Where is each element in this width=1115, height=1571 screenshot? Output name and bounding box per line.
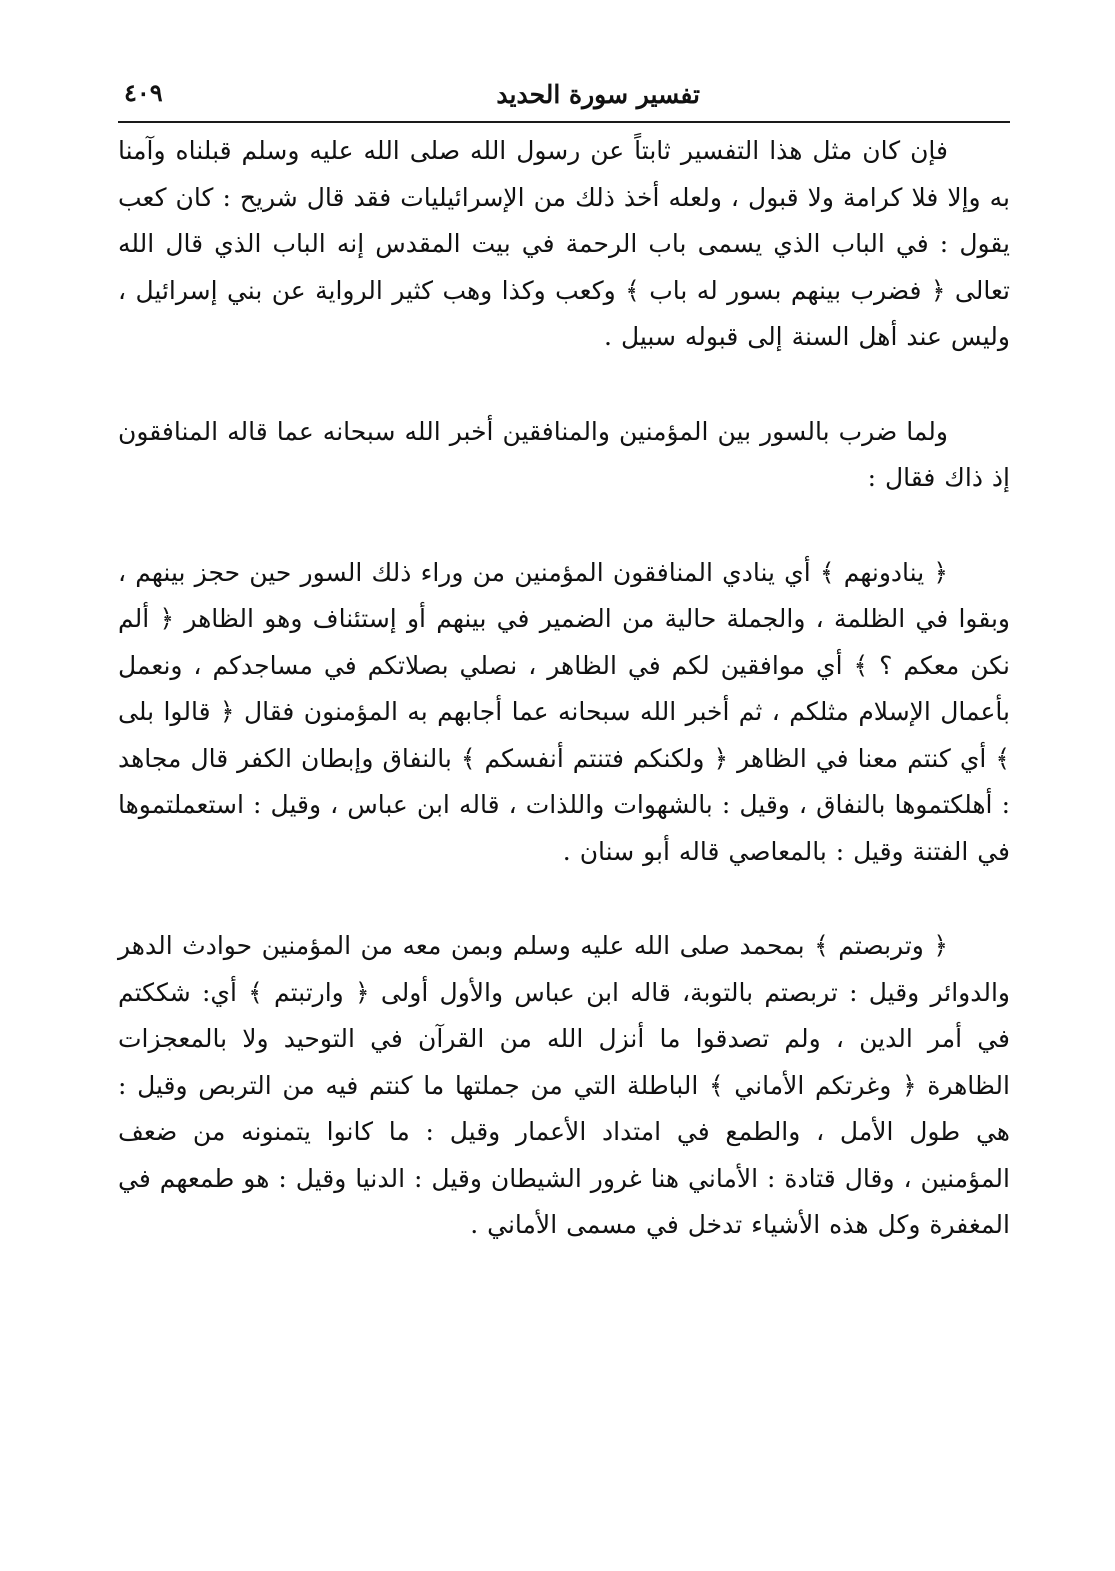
header-title: تفسير سورة الحديد (496, 80, 700, 109)
header-divider (118, 121, 1010, 123)
body-text (118, 128, 1010, 1249)
paragraph-2: ولما ضرب بالسور بين المؤمنين والمنافقين أخبر الله سبحانه عما قاله المنافقون إذ ذاك فقال : (118, 416, 1010, 492)
page-number: ٤٠٩ (124, 78, 163, 107)
paragraph-4: ﴿ وتربصتم ﴾ بمحمد صلى الله عليه وسلم وبمن معه من المؤمنين حوادث الدهر والدوائر وقيل : تربصتم بالتوبة، قاله ابن عباس والأول أولى ﴿ وارتبتم ﴾ أي: شككتم في أمر الدين ، ولم تصدقوا ما أنزل الله من القرآن في التوحيد ولا بالمعجزات الظاهرة ﴿ وغرتكم الأماني ﴾ الباطلة التي من جملتها ما كنتم فيه من التربص وقيل : هي طول الأمل ، والطمع في امتداد الأعمار وقيل : ما كانوا يتمنونه من ضعف المؤمنين ، وقال قتادة : الأماني هنا غرور الشيطان وقيل : الدنيا وقيل : هو طمعهم في المغفرة وكل هذه الأشياء تدخل في مسمى الأماني . (118, 931, 1010, 1239)
running-header (118, 78, 1010, 118)
paragraph-3: ﴿ ينادونهم ﴾ أي ينادي المنافقون المؤمنين من وراء ذلك السور حين حجز بينهم ، وبقوا في الظلمة ، والجملة حالية من الضمير في بينهم أو إستئناف وهو الظاهر ﴿ ألم نكن معكم ؟ ﴾ أي موافقين لكم في الظاهر ، نصلي بصلاتكم في مساجدكم ، ونعمل بأعمال الإسلام مثلكم ، ثم أخبر الله سبحانه عما أجابهم به المؤمنون فقال ﴿ قالوا بلى ﴾ أي كنتم معنا في الظاهر ﴿ ولكنكم فتنتم أنفسكم ﴾ بالنفاق وإبطان الكفر قال مجاهد : أهلكتموها بالنفاق ، وقيل : بالشهوات واللذات ، قاله ابن عباس ، وقيل : استعملتموها في الفتنة وقيل : بالمعاصي قاله أبو سنان . (118, 557, 1010, 866)
paragraph-1: فإن كان مثل هذا التفسير ثابتاً عن رسول الله صلى الله عليه وسلم قبلناه وآمنا به وإلا فلا كرامة ولا قبول ، ولعله أخذ ذلك من الإسرائيليات فقد قال شريح : كان كعب يقول : في الباب الذي يسمى باب الرحمة في بيت المقدس إنه الباب الذي قال الله تعالى ﴿ فضرب بينهم بسور له باب ﴾ وكعب وكذا وهب كثير الرواية عن بني إسرائيل ، وليس عند أهل السنة إلى قبوله سبيل . (118, 136, 1010, 351)
